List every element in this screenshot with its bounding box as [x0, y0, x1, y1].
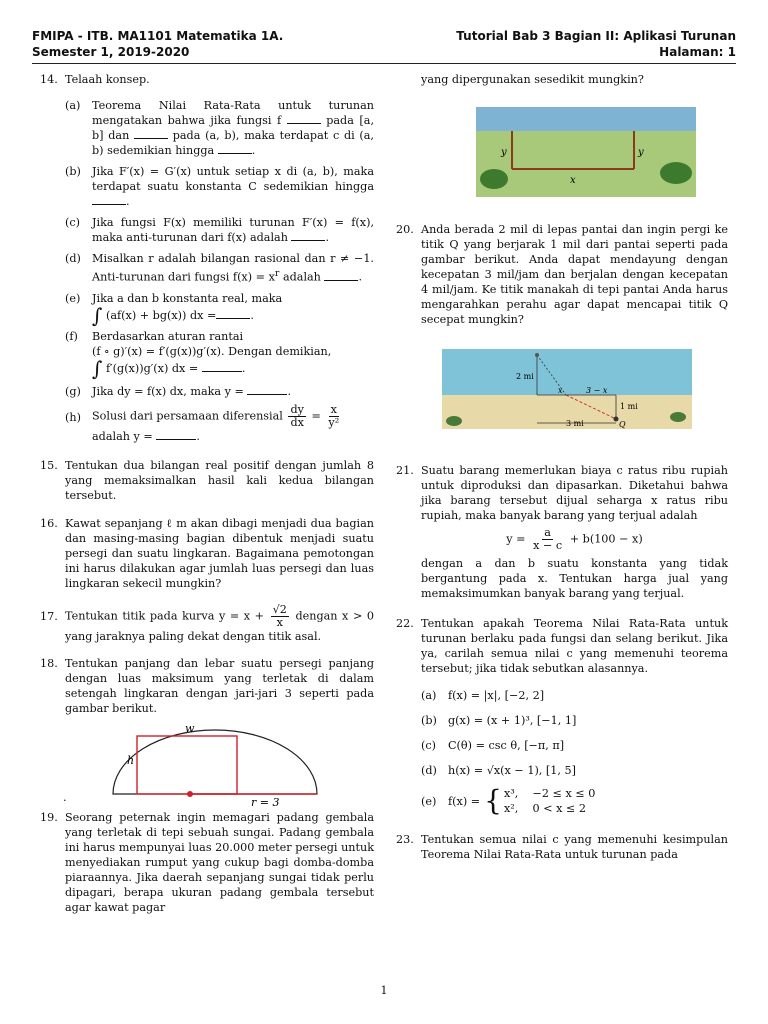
- equation-21: y = $\frac{a}{x - c}$ + b(100 − x): [506, 526, 643, 552]
- problem-16: 16. Kawat sepanjang ℓ m akan dibagi menjadi dua bagian dan masing-masing bagian dibentuk menjadi suatu persegi dan suatu lingkaran. Bagaimana pemotongan ini harus dilakukan agar jumlah luas persegi dan luas lingkaran sekecil mungkin?: [40, 516, 374, 590]
- list-item: (e) f(x) = { x³, −2 ≤ x ≤ 0 x², 0 < x ≤ 2: [421, 784, 596, 817]
- fraction: $\frac{√2}{x}$: [272, 602, 287, 629]
- beach-rowing-diagram: [442, 349, 692, 429]
- answer-blank[interactable]: [156, 429, 196, 440]
- three-minus-x-label: 3 − x: [586, 386, 608, 395]
- list-item: (c) C(θ) = csc θ, [−π, π]: [421, 739, 565, 752]
- length-label: x: [570, 175, 576, 186]
- tutorial-title: Tutorial Bab 3 Bagian II: Aplikasi Turunan: [456, 29, 736, 43]
- semester: Semester 1, 2019-2020: [32, 45, 190, 59]
- problem-15: 15. Tentukan dua bilangan real positif dengan jumlah 8 yang memaksimalkan hasil kali kedua bilangan tersebut.: [40, 458, 374, 502]
- side-label-right: y: [638, 147, 644, 158]
- problem-19-continued: yang dipergunakan sesedikit mungkin?: [421, 73, 644, 86]
- problem-14a: (a) Teorema Nilai Rata-Rata untuk turunan mengatakan bahwa jika fungsi f pada [a, b] dan pada (a, b), maka terdapat c di (a, b) sedemikian hingga .: [65, 99, 374, 157]
- problem-14c: (c) Jika fungsi F(x) memiliki turunan F′(x) = f(x), maka anti-turunan dari f(x) adalah .: [65, 216, 374, 244]
- problem-14h: (h) Solusi dari persamaan diferensial $\frac{dy}{dx}$ = $\frac{x}{\text{y²}}$ adalah y = .: [65, 402, 340, 443]
- answer-blank[interactable]: [247, 384, 287, 395]
- height-label: h: [127, 753, 135, 767]
- beach-figure: [442, 349, 728, 429]
- piecewise-brace: {: [484, 784, 502, 817]
- problem-14b: (b) Jika F′(x) = G′(x) untuk setiap x di (a, b), maka terdapat suatu konstanta C sedemikian hingga .: [65, 165, 374, 208]
- point-q-label: Q: [619, 420, 626, 429]
- problem-18: 18. Tentukan panjang dan lebar suatu persegi panjang dengan luas maksimum yang terletak di dalam setengah lingkaran dengan jari-jari 3 seperti pada gambar berikut. w h r = 3 .: [40, 656, 374, 809]
- page-header: [32, 28, 736, 60]
- answer-blank[interactable]: [218, 143, 252, 154]
- problem-14: 14. Telaah konsep. (a) Teorema Nilai Rata-Rata untuk turunan mengatakan bahwa jika fungsi f pada [a, b] dan pada (a, b), maka terdapat c di (a, b) sedemikian hingga . (b) Jika F′(x) = G′(x) untuk setiap x di (a, b), maka terdapat suatu konstanta C sedemikian hingga . (c) Jika fungsi F(x) memiliki turunan F′(x) = f(x), maka anti-turunan dari f(x) adalah . (d) Misalkan r adalah bilangan rasional dan r ≠ −1. Anti-turunan dari fungsi $f(x) = x^r$ adalah . (e) Jika a dan b konstanta real, maka ∫ (af(x) + bg(x)) dx = . (f) Berdasarkan aturan rantai (f ∘ g)′(x) = f′(g(x))g′(x). Dengan demikian, ∫ f′(g(x))g′(x) dx = . (g) Jika dy = f(x) dx, maka y = . (h) Solusi dari persamaan diferensial $\frac{dy}{dx}$ = $\frac{x}{\text{y²}}$ adalah y = .: [40, 73, 374, 443]
- width-label: w: [185, 721, 195, 735]
- problem-14f: (f) Berdasarkan aturan rantai (f ∘ g)′(x) = f′(g(x))g′(x). Dengan demikian, ∫ f′(g(x))g′(x) dx = .: [65, 330, 332, 381]
- answer-blank[interactable]: [324, 270, 358, 281]
- problem-14e: (e) Jika a dan b konstanta real, maka ∫ (af(x) + bg(x)) dx = .: [65, 291, 283, 328]
- answer-blank[interactable]: [202, 361, 242, 372]
- answer-blank[interactable]: [287, 113, 321, 124]
- side-label-left: y: [501, 147, 507, 158]
- answer-blank[interactable]: [291, 230, 325, 241]
- radius-label: r = 3: [251, 795, 280, 809]
- x-label: x: [558, 386, 563, 395]
- page-label: Halaman: 1: [659, 45, 736, 59]
- fraction: $\frac{dy}{dx}$: [290, 402, 304, 429]
- right-column: [396, 72, 728, 862]
- semicircle-figure: w h r = 3 .: [65, 722, 374, 800]
- function-list: [421, 688, 728, 816]
- fraction: $\frac{x}{\text{y²}}$: [328, 402, 340, 429]
- course-title: FMIPA - ITB. MA1101 Matematika 1A.: [32, 29, 284, 43]
- problem-23: 23. Tentukan semua nilai c yang memenuhi kesimpulan Teorema Nilai Rata-Rata untuk turunan pada: [396, 833, 728, 861]
- fraction: $\frac{a}{x - c}$: [533, 526, 563, 552]
- problem-20: 20. Anda berada 2 mil di lepas pantai dan ingin pergi ke titik Q yang berjarak 1 mil dari pantai seperti pada gambar berikut. Anda dapat mendayung dengan kecepatan 3 mil/jam dan berjalan dengan kecepatan 4 mil/jam. Ke titik manakah di tepi pantai Anda harus mengarahkan perahu agar dapat mencapai titik Q secepat mungkin?: [396, 223, 728, 326]
- pasture-figure: [476, 107, 728, 197]
- distance-2mi: 2 mi: [516, 372, 534, 381]
- answer-blank[interactable]: [92, 194, 126, 205]
- header-rule: [32, 63, 736, 64]
- pasture-fence-diagram: [476, 107, 696, 197]
- distance-3mi: 3 mi: [566, 419, 584, 428]
- problem-22: 22. Tentukan apakah Teorema Nilai Rata-Rata untuk turunan berlaku pada fungsi dan selang berikut. Jika ya, carilah semua nilai c yang memenuhi teorema tersebut; jika tidak sebutkan alasannya. (a) f(x) = |x|, [−2, 2] (b) g(x) = (x + 1)³, [−1, 1] (c) C(θ) = csc θ, [−π, π] (d) h(x) = √x(x − 1), [1, 5] (e) f(x) = { x³, −2 ≤ x ≤ 0 x², 0 < x ≤ 2: [396, 617, 728, 817]
- distance-1mi: 1 mi: [620, 402, 638, 411]
- problem-17: 17. Tentukan titik pada kurva y = x + $\frac{√2}{x}$ dengan x > 0 yang jaraknya paling dekat dengan titik asal.: [40, 602, 375, 643]
- problem-21: 21. Suatu barang memerlukan biaya c ratus ribu rupiah untuk diproduksi dan dipasarkan. Diketahui bahwa jika barang tersebut dijual seharga x ratus ribu rupiah, maka banyak barang yang terjual adalah y = $\frac{a}{x - c}$ + b(100 − x) dengan a dan b suatu konstanta yang tidak bergantung pada x. Tentukan harga jual yang memaksimumkan banyak barang yang terjual.: [396, 464, 728, 600]
- integral-sign: ∫: [92, 356, 103, 381]
- page-number: 1: [380, 984, 388, 997]
- answer-blank[interactable]: [216, 308, 250, 319]
- integral-sign: ∫: [92, 303, 103, 328]
- problem-14g: (g) Jika dy = f(x) dx, maka y = .: [65, 384, 292, 398]
- problem-14d: (d) Misalkan r adalah bilangan rasional dan r ≠ −1. Anti-turunan dari fungsi $f(x) = x^r$ adalah .: [65, 252, 374, 284]
- problem-19: 19. Seorang peternak ingin memagari padang gembala yang terletak di tepi sebuah sungai. Padang gembala ini harus mempunyai luas 20.000 meter persegi untuk menyediakan rumput yang cukup bagi domba-domba piaraannya. Jika daerah sepanjang sungai tidak perlu dipagari, berapa ukuran padang gembala tersebut agar kawat pagar: [40, 810, 374, 914]
- list-item: (b) g(x) = (x + 1)³, [−1, 1]: [421, 714, 577, 727]
- left-column: [40, 72, 374, 915]
- answer-blank[interactable]: [134, 128, 168, 139]
- list-item: (d) h(x) = √x(x − 1), [1, 5]: [421, 764, 577, 777]
- problem-14-title: Telaah konsep.: [65, 73, 150, 86]
- list-item: (a) f(x) = |x|, [−2, 2]: [421, 689, 545, 702]
